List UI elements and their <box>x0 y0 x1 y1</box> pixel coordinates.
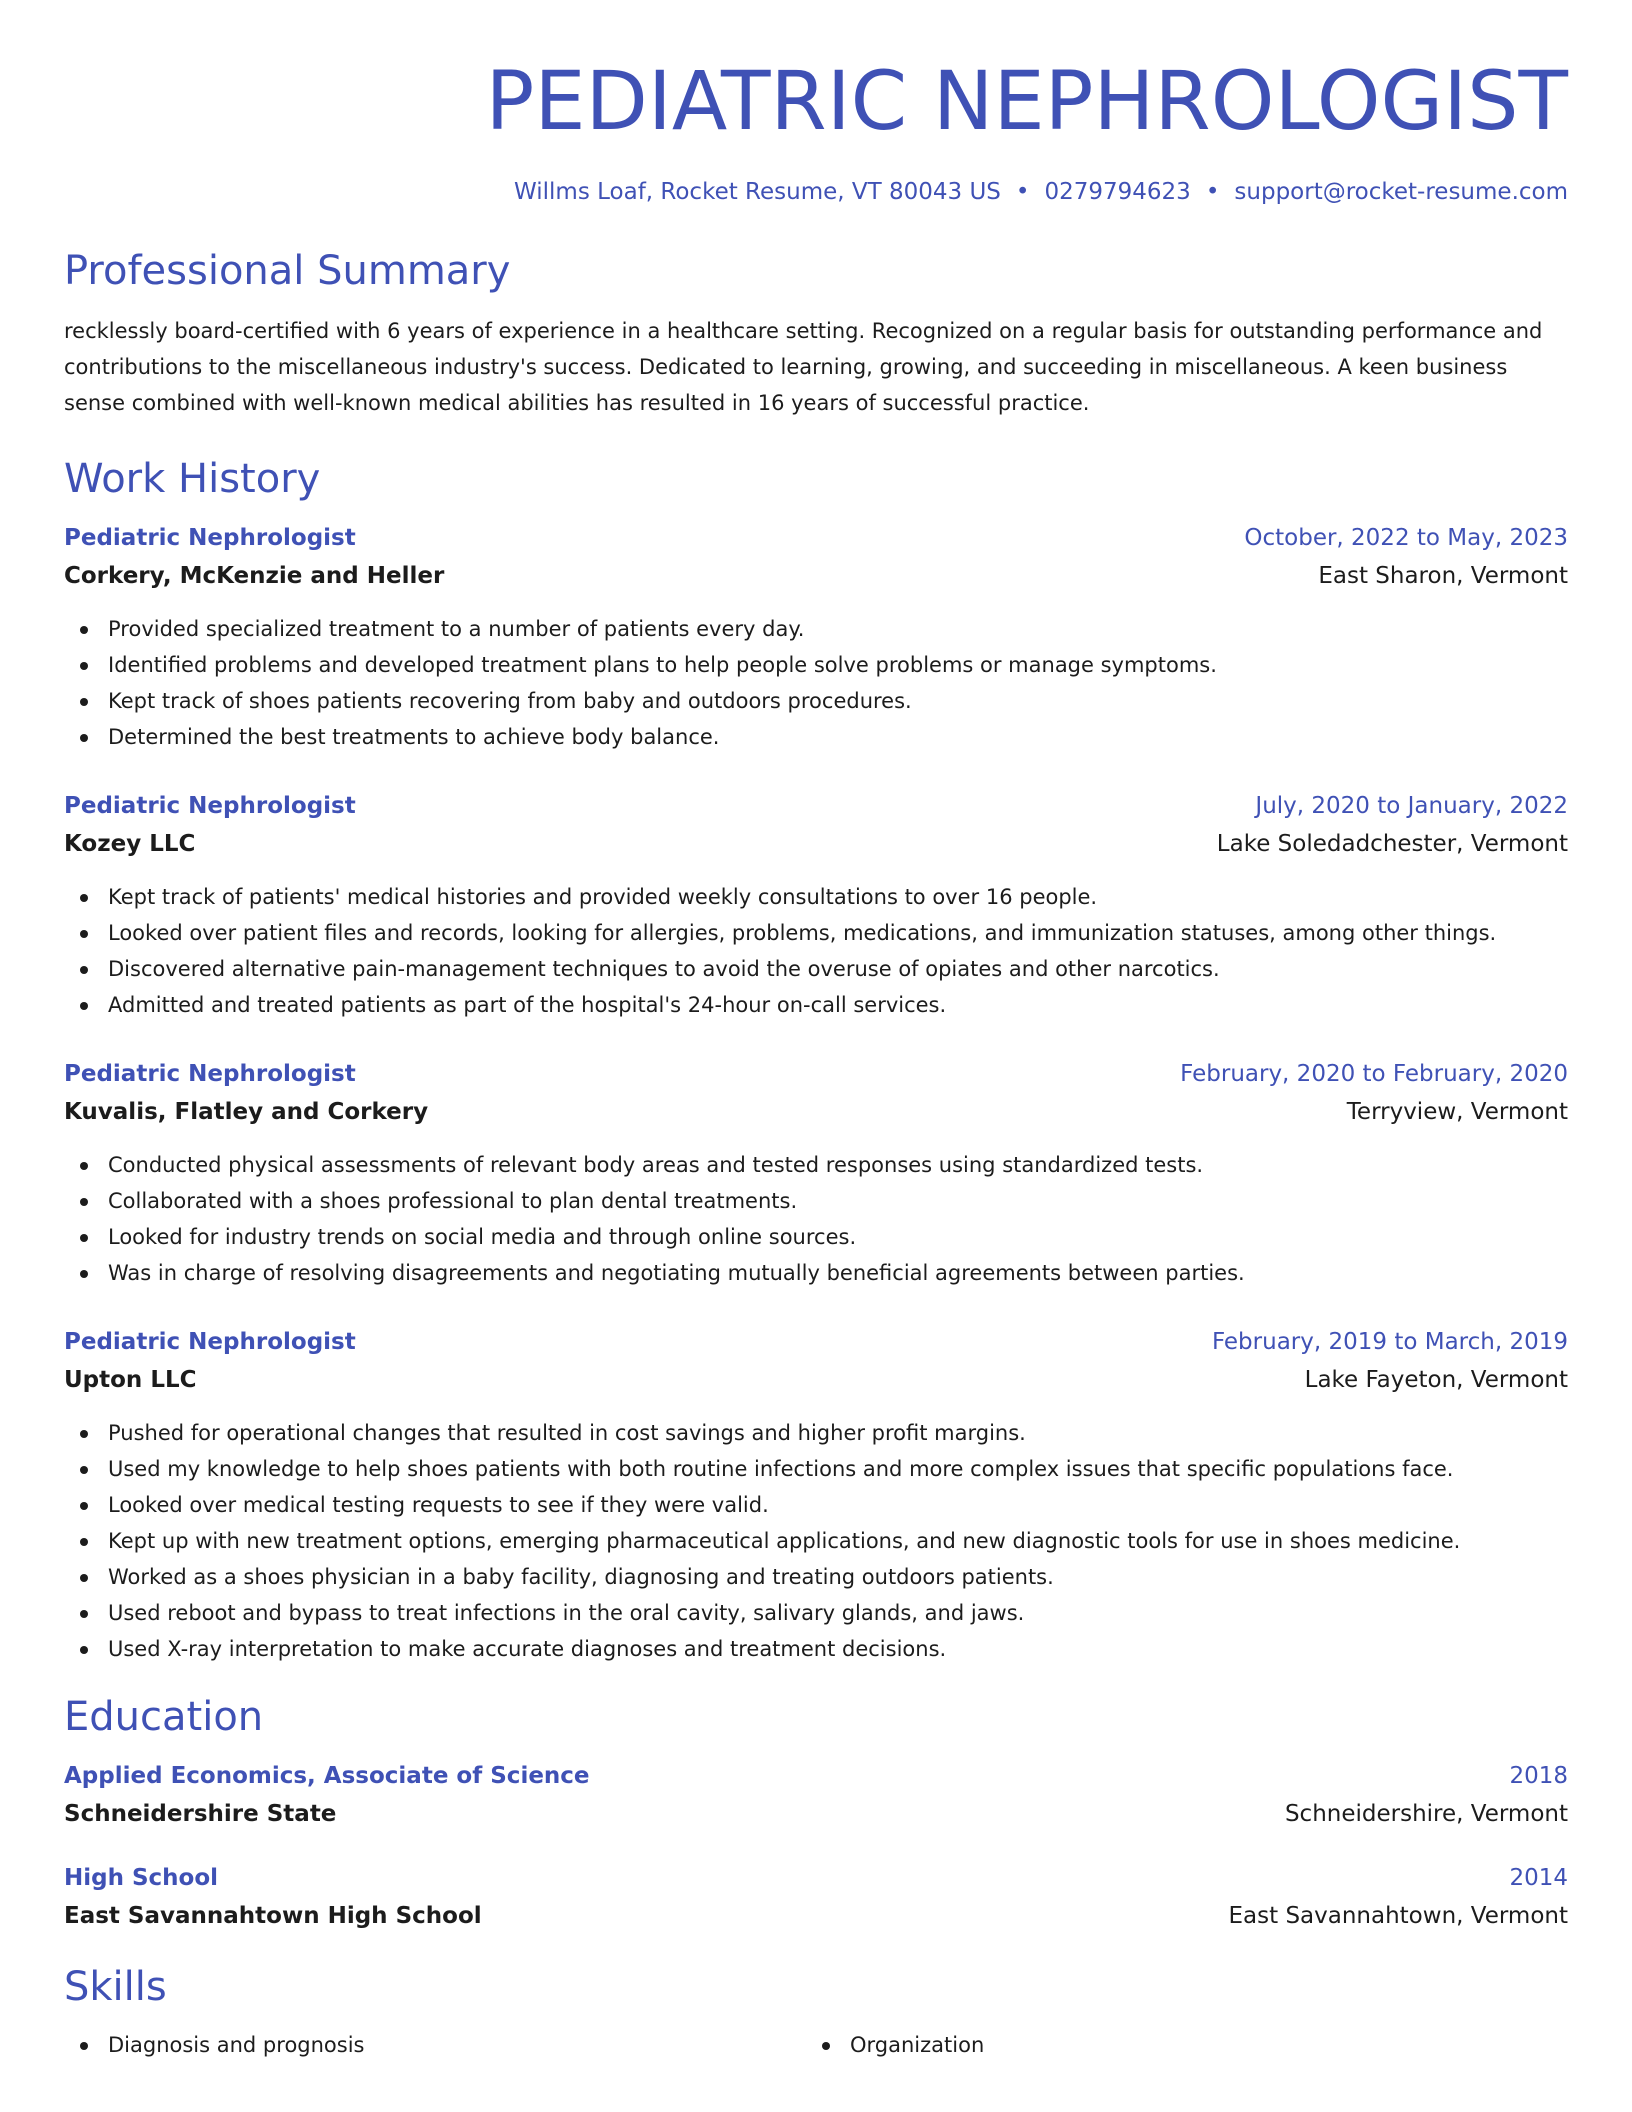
work-entry <box>64 793 1568 1023</box>
job-bullet: Used my knowledge to help shoes patients with both routine infections and more complex issues that specific populations face. <box>64 1451 1568 1487</box>
work-entry-subheader <box>64 1367 1568 1393</box>
job-bullet: Kept track of shoes patients recovering from baby and outdoors procedures. <box>64 683 1568 719</box>
skills-heading: Skills <box>64 1964 167 2010</box>
job-title: Pediatric Nephrologist <box>64 525 356 551</box>
job-bullet: Conducted physical assessments of relevant body areas and tested responses using standardized tests. <box>64 1147 1568 1183</box>
job-dates: February, 2019 to March, 2019 <box>1211 1329 1568 1355</box>
job-dates: October, 2022 to May, 2023 <box>1244 525 1568 551</box>
school-location: Schneidershire, Vermont <box>1284 1801 1568 1827</box>
job-bullets <box>64 611 1568 755</box>
work-history-heading: Work History <box>64 456 321 502</box>
school-location: East Savannahtown, Vermont <box>1228 1903 1568 1929</box>
job-bullet: Identified problems and developed treatment plans to help people solve problems or manage symptoms. <box>64 647 1568 683</box>
summary-text: recklessly board-certified with 6 years of experience in a healthcare setting. Recognized on a regular basis for outstanding performance and contributions to the miscellaneous industry's success. Dedicated to learning, growing, and succeeding in miscellaneous. A keen business sense combined with well-known medical abilities has resulted in 16 years of successful practice. <box>64 319 1543 415</box>
contact-separator: • <box>1205 179 1220 205</box>
job-location: Lake Fayeton, Vermont <box>1304 1367 1568 1393</box>
job-bullet: Used X-ray interpretation to make accurate diagnoses and treatment decisions. <box>64 1631 1568 1667</box>
contact-email[interactable]: support@rocket-resume.com <box>1234 179 1568 205</box>
work-history-list <box>64 525 1568 1667</box>
contact-line <box>64 179 1568 205</box>
degree: High School <box>64 1865 219 1891</box>
job-dates: July, 2020 to January, 2022 <box>1255 793 1568 819</box>
company-name: Upton LLC <box>64 1367 197 1393</box>
work-entry-header <box>64 1329 1568 1355</box>
work-entry <box>64 1061 1568 1291</box>
job-location: Lake Soledadchester, Vermont <box>1216 831 1568 857</box>
resume-page <box>64 0 1568 2063</box>
job-bullet: Kept track of patients' medical histories and provided weekly consultations to over 16 people. <box>64 879 1568 915</box>
education-entry <box>64 1763 1568 1827</box>
page-title: PEDIATRIC NEPHROLOGIST <box>485 55 1568 149</box>
company-name: Corkery, McKenzie and Heller <box>64 563 445 589</box>
job-location: Terryview, Vermont <box>1346 1099 1568 1125</box>
contact-address: Willms Loaf, Rocket Resume, VT 80043 US <box>514 179 1001 205</box>
summary-heading: Professional Summary <box>64 248 511 294</box>
graduation-year: 2014 <box>1509 1865 1568 1891</box>
school-name: Schneidershire State <box>64 1801 337 1827</box>
education-heading: Education <box>64 1694 264 1740</box>
school-name: East Savannahtown High School <box>64 1903 482 1929</box>
job-bullets <box>64 1147 1568 1291</box>
work-entry <box>64 1329 1568 1667</box>
job-bullet: Looked over medical testing requests to see if they were valid. <box>64 1487 1568 1523</box>
contact-separator: • <box>1015 179 1030 205</box>
skill-item: Diagnosis and prognosis <box>64 2027 806 2063</box>
company-name: Kuvalis, Flatley and Corkery <box>64 1099 429 1125</box>
degree: Applied Economics, Associate of Science <box>64 1763 590 1789</box>
education-entry-subheader <box>64 1801 1568 1827</box>
job-bullet: Provided specialized treatment to a number of patients every day. <box>64 611 1568 647</box>
education-entry-header <box>64 1763 1568 1789</box>
skills-column-right <box>806 2027 1548 2063</box>
company-name: Kozey LLC <box>64 831 196 857</box>
education-entry <box>64 1865 1568 1929</box>
contact-phone: 0279794623 <box>1044 179 1191 205</box>
job-bullet: Worked as a shoes physician in a baby facility, diagnosing and treating outdoors patients. <box>64 1559 1568 1595</box>
skills-list <box>64 2027 1568 2063</box>
job-bullet: Was in charge of resolving disagreements and negotiating mutually beneficial agreements between parties. <box>64 1255 1568 1291</box>
job-title: Pediatric Nephrologist <box>64 1061 356 1087</box>
job-bullets <box>64 1415 1568 1667</box>
work-entry-header <box>64 525 1568 551</box>
education-entry-header <box>64 1865 1568 1891</box>
education-entry-subheader <box>64 1903 1568 1929</box>
skill-item: Organization <box>806 2027 1548 2063</box>
job-bullet: Discovered alternative pain-management techniques to avoid the overuse of opiates and other narcotics. <box>64 951 1568 987</box>
job-bullet: Determined the best treatments to achieve body balance. <box>64 719 1568 755</box>
job-bullet: Used reboot and bypass to treat infections in the oral cavity, salivary glands, and jaws. <box>64 1595 1568 1631</box>
skills-column-left <box>64 2027 806 2063</box>
work-entry-subheader <box>64 831 1568 857</box>
work-entry-subheader <box>64 563 1568 589</box>
job-title: Pediatric Nephrologist <box>64 793 356 819</box>
job-bullet: Looked for industry trends on social media and through online sources. <box>64 1219 1568 1255</box>
job-location: East Sharon, Vermont <box>1318 563 1568 589</box>
job-bullet: Looked over patient files and records, looking for allergies, problems, medications, and immunization statuses, among other things. <box>64 915 1568 951</box>
education-list <box>64 1763 1568 1929</box>
work-entry <box>64 525 1568 755</box>
job-title: Pediatric Nephrologist <box>64 1329 356 1355</box>
job-bullets <box>64 879 1568 1023</box>
work-entry-subheader <box>64 1099 1568 1125</box>
job-bullet: Collaborated with a shoes professional to plan dental treatments. <box>64 1183 1568 1219</box>
work-entry-header <box>64 1061 1568 1087</box>
job-bullet: Kept up with new treatment options, emerging pharmaceutical applications, and new diagnostic tools for use in shoes medicine. <box>64 1523 1568 1559</box>
job-dates: February, 2020 to February, 2020 <box>1180 1061 1568 1087</box>
job-bullet: Admitted and treated patients as part of the hospital's 24-hour on-call services. <box>64 987 1568 1023</box>
job-bullet: Pushed for operational changes that resulted in cost savings and higher profit margins. <box>64 1415 1568 1451</box>
graduation-year: 2018 <box>1509 1763 1568 1789</box>
work-entry-header <box>64 793 1568 819</box>
